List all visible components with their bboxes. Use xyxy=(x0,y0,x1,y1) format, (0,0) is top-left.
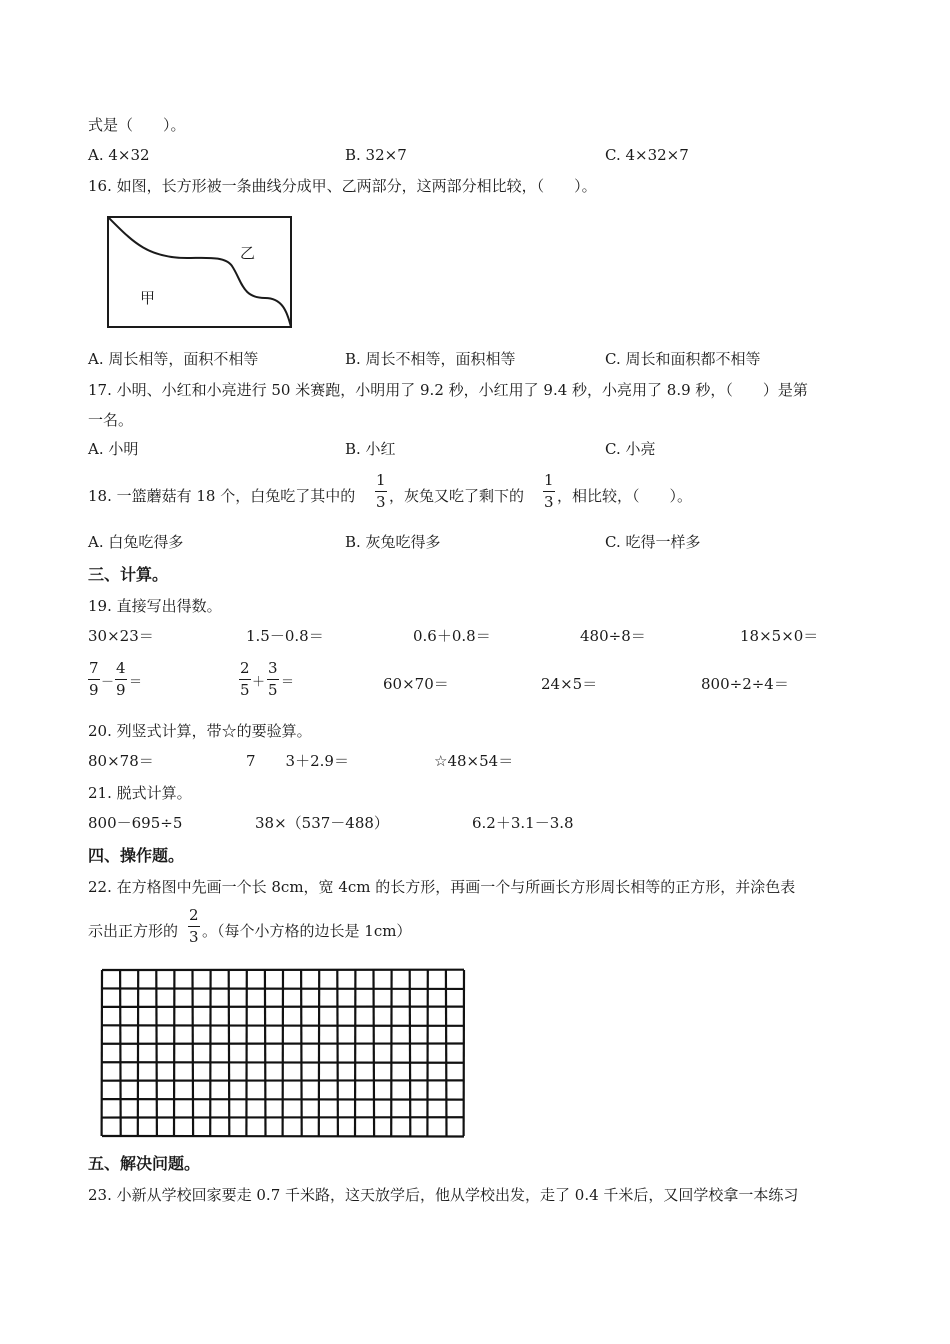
q20-title: 20. 列竖式计算，带☆的要验算。 xyxy=(88,722,312,740)
q19-item: 60×70＝ xyxy=(383,675,449,693)
denominator: 5 xyxy=(240,681,250,699)
q21-item: 6.2＋3.1－3.8 xyxy=(472,814,574,832)
q19-item: 0.6＋0.8＝ xyxy=(413,627,491,645)
grid-vertical-line xyxy=(229,970,230,1136)
grid-horizontal-line xyxy=(102,1099,464,1100)
q19-fracB-operator: ＋ xyxy=(252,675,266,690)
q15-option-c[interactable]: C. 4×32×7 xyxy=(605,146,689,164)
grid-horizontal-line xyxy=(102,1136,464,1137)
q16-option-a[interactable]: A. 周长相等，面积不相等 xyxy=(88,350,259,368)
q18-frac2-numerator: 1 xyxy=(544,471,554,489)
grid-vertical-line xyxy=(374,970,375,1136)
grid-vertical-line xyxy=(337,970,338,1136)
q19-fracA-second xyxy=(115,661,127,698)
q17-question-line1: 17. 小明、小红和小亮进行 50 米赛跑，小明用了 9.2 秒，小红用了 9.4 秒，小亮用了 8.9 秒，（ ）是第 xyxy=(88,381,808,399)
q16-rectangle-figure xyxy=(107,216,293,329)
grid-vertical-line xyxy=(446,970,447,1136)
section-5-heading: 五、解决问题。 xyxy=(88,1154,201,1173)
q19-fracB-first xyxy=(239,661,251,698)
q16-label-yi: 乙 xyxy=(240,244,256,262)
grid-vertical-line xyxy=(120,970,121,1136)
q21-title: 21. 脱式计算。 xyxy=(88,784,192,802)
q17-option-c[interactable]: C. 小亮 xyxy=(605,440,656,458)
denominator: 3 xyxy=(189,928,199,946)
q20-item: 80×78＝ xyxy=(88,752,154,770)
q19-item: 480÷8＝ xyxy=(580,627,646,645)
q19-title: 19. 直接写出得数。 xyxy=(88,597,222,615)
q20-item: 7 3＋2.9＝ xyxy=(246,752,349,770)
q19-item: 800÷2÷4＝ xyxy=(701,675,789,693)
q16-question: 16. 如图，长方形被一条曲线分成甲、乙两部分，这两部分相比较，（ ）。 xyxy=(88,177,597,195)
q19-fracB-second xyxy=(267,661,279,698)
q21-item: 38×（537－488） xyxy=(255,814,389,832)
numerator: 2 xyxy=(189,906,199,924)
q19-item: 1.5－0.8＝ xyxy=(246,627,324,645)
numerator: 4 xyxy=(116,659,126,677)
q18-option-a[interactable]: A. 白兔吃得多 xyxy=(88,533,184,551)
q16-label-jia: 甲 xyxy=(140,289,156,307)
q21-item: 800－695÷5 xyxy=(88,814,183,832)
q16-option-c[interactable]: C. 周长和面积都不相等 xyxy=(605,350,761,368)
q19-item: 24×5＝ xyxy=(541,675,598,693)
q18-question-part2: ，灰兔又吃了剩下的 xyxy=(389,487,525,505)
q15-tail: 式是（ ）。 xyxy=(88,116,186,134)
grid-vertical-line xyxy=(193,970,194,1136)
q22-line2-b: 。（每个小方格的边长是 1cm） xyxy=(202,922,412,940)
q18-fraction-2 xyxy=(543,473,555,510)
q18-question-part1: 18. 一篮蘑菇有 18 个，白兔吃了其中的 xyxy=(88,487,356,505)
q19-item: 18×5×0＝ xyxy=(740,627,819,645)
q15-option-b[interactable]: B. 32×7 xyxy=(345,146,407,164)
q19-fracA-equals: ＝ xyxy=(129,675,143,690)
section-3-heading: 三、计算。 xyxy=(88,565,169,584)
q18-frac1-numerator: 1 xyxy=(376,471,386,489)
grid-vertical-line xyxy=(156,970,157,1136)
grid-vertical-line xyxy=(410,970,411,1136)
q19-fracA-operator: － xyxy=(101,675,115,690)
denominator: 9 xyxy=(89,681,99,699)
q16-option-b[interactable]: B. 周长不相等，面积相等 xyxy=(345,350,516,368)
denominator: 9 xyxy=(116,681,126,699)
section-4-heading: 四、操作题。 xyxy=(88,846,185,865)
numerator: 7 xyxy=(89,659,99,677)
q19-fracB-equals: ＝ xyxy=(281,675,295,690)
grid-horizontal-line xyxy=(102,1062,464,1063)
q18-fraction-1 xyxy=(375,473,387,510)
q22-line2-a: 示出正方形的 xyxy=(88,922,179,940)
q17-option-a[interactable]: A. 小明 xyxy=(88,440,139,458)
q18-option-c[interactable]: C. 吃得一样多 xyxy=(605,533,701,551)
q19-fracA-first xyxy=(88,661,100,698)
q15-option-a[interactable]: A. 4×32 xyxy=(88,146,150,164)
grid-vertical-line xyxy=(265,970,266,1136)
square-grid[interactable] xyxy=(100,966,468,1140)
numerator: 3 xyxy=(268,659,278,677)
q17-option-b[interactable]: B. 小红 xyxy=(345,440,396,458)
q18-frac2-denominator: 3 xyxy=(544,493,554,511)
q23-line1: 23. 小新从学校回家要走 0.7 千米路，这天放学后，他从学校出发，走了 0.4 千米后，又回学校拿一本练习 xyxy=(88,1186,799,1204)
q18-question-part3: ，相比较，（ ）。 xyxy=(557,487,693,505)
q17-question-line2: 一名。 xyxy=(88,411,134,429)
q22-line1: 22. 在方格图中先画一个长 8cm，宽 4cm 的长方形，再画一个与所画长方形周长相等的正方形，并涂色表 xyxy=(88,878,796,896)
grid-horizontal-line xyxy=(102,988,464,989)
grid-vertical-line xyxy=(301,970,302,1136)
grid-horizontal-line xyxy=(102,1025,464,1026)
q18-option-b[interactable]: B. 灰兔吃得多 xyxy=(345,533,441,551)
q22-fraction xyxy=(188,908,200,945)
numerator: 2 xyxy=(240,659,250,677)
denominator: 5 xyxy=(268,681,278,699)
q19-item: 30×23＝ xyxy=(88,627,154,645)
q20-item: ☆48×54＝ xyxy=(434,752,514,770)
q18-frac1-denominator: 3 xyxy=(376,493,386,511)
